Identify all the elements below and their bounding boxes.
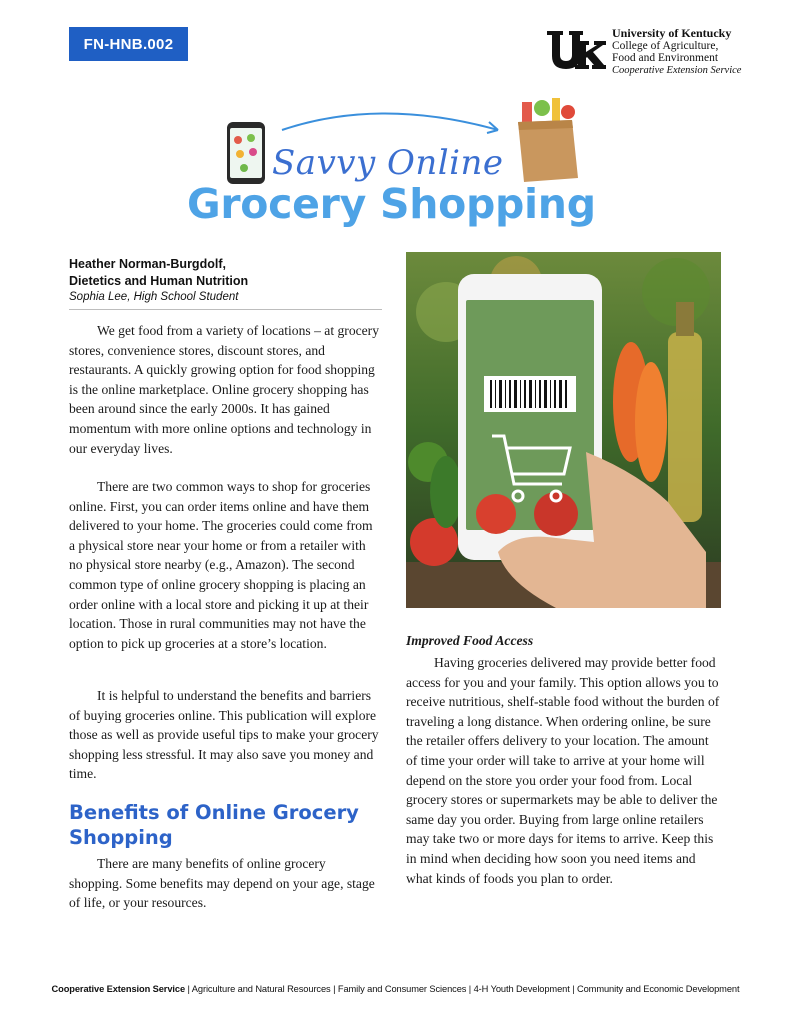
right-paragraph-1: [406, 653, 720, 888]
left-paragraph-4: [69, 854, 382, 913]
university-name: University of Kentucky: [612, 26, 732, 40]
uk-logo-icon: [545, 27, 607, 71]
left-paragraph-2: [69, 477, 382, 653]
footer-service: Cooperative Extension Service: [51, 984, 186, 994]
page-title: Grocery Shopping: [187, 180, 596, 228]
footer: [0, 984, 791, 994]
grocery-bag-icon: [518, 98, 578, 182]
extension-service: Cooperative Extension Service: [612, 64, 742, 76]
author-dept: Dietetics and Human Nutrition: [69, 274, 249, 288]
food-access-heading: Improved Food Access: [406, 633, 534, 648]
college-line-1: College of Agriculture,: [612, 39, 719, 52]
author-name: Heather Norman-Burgdolf,: [69, 257, 226, 271]
benefits-heading: Benefits of Online Grocery Shopping: [69, 801, 359, 849]
phone-icon: [227, 122, 265, 184]
author-divider: [69, 309, 382, 310]
ways-paragraph: There are two common ways to shop for groceries online. First, you can order items online and have them delivered to your home. The groceries could come from a physical store near your home or from a retailer with no physical store nearby (e.g., Amazon). The second common type of online grocery shopping is placing an order online with a local store and picking it up at their location. Those in rural communities may not have the option to pick up groceries at a store’s location.: [69, 479, 373, 651]
college-line-2: Food and Environment: [612, 52, 719, 64]
arrow-icon: [282, 114, 498, 131]
phone-scanning-groceries-photo: [406, 252, 721, 608]
benefits-paragraph: There are many benefits of online grocery shopping. Some benefits may depend on your age, stage of life, or your resources.: [69, 856, 375, 911]
publication-code-badge: FN-HNB.002: [69, 27, 188, 61]
food-access-paragraph: Having groceries delivered may provide better food access for you and your family. This option allows you to receive nutritious, shelf-stable food without the burden of traveling a long distance. When ordering online, be sure the retailer offers delivery to your location. The amount of time your order will take to arrive at your home will depend on the store you order your food from. Local grocery stores or supermarkets may be able to deliver the same day you order. Buying from large online retailers may take two or more days for items to arrive. Keep this in mind when deciding how soon you need items and what kinds of foods you plan to order.: [406, 655, 720, 886]
left-paragraph-1: [69, 321, 382, 458]
left-paragraph-3: [69, 686, 382, 784]
university-block: [612, 27, 741, 77]
intro-paragraph: We get food from a variety of locations – at grocery stores, convenience stores, discount stores, and restaurants. A quickly growing option for food shopping is the online marketplace. Online grocery shopping has been around since the early 2000s. It has gained momentum with more online options and technology in our everyday lives.: [69, 323, 380, 456]
title-script-line: Savvy Online: [272, 143, 504, 183]
coauthor-name: Sophia Lee, High School Student: [69, 291, 239, 303]
footer-programs: | Agriculture and Natural Resources | Family and Consumer Sciences | 4-H Youth Development | Community and Economic Development: [185, 984, 740, 994]
purpose-paragraph: It is helpful to understand the benefits and barriers of buying groceries online. This publication will explore those as well as provide useful tips to make your grocery shopping less stressful. It may also save you money and time.: [69, 688, 379, 782]
author-block: [69, 256, 248, 290]
